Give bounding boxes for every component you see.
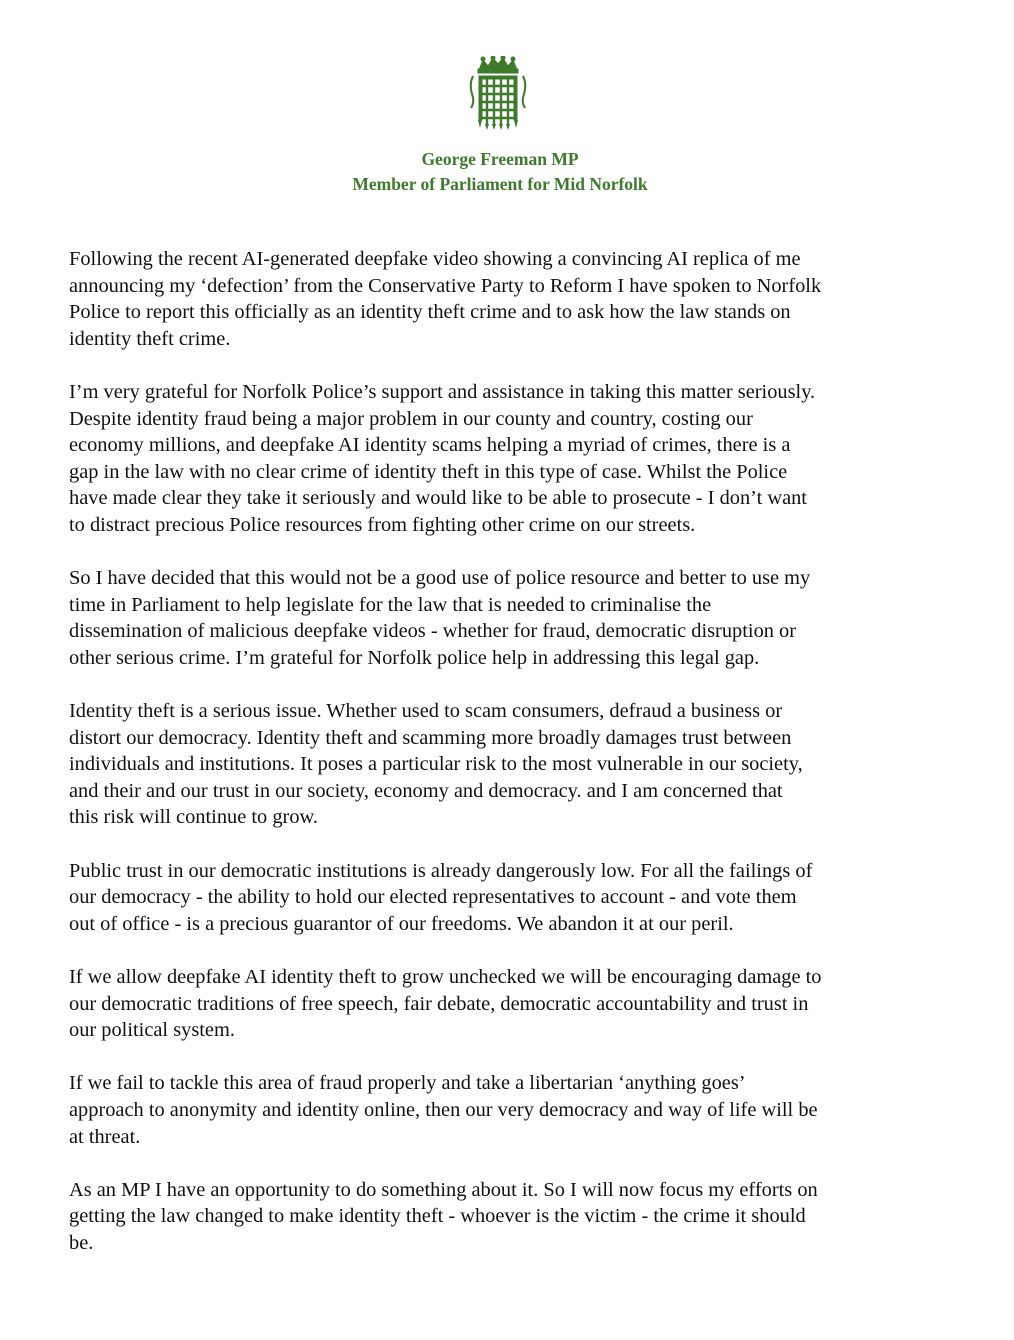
portcullis-icon [465, 56, 531, 130]
paragraph: If we allow deepfake AI identity theft to grow unchecked we will be encouraging damage to our democratic traditions of free speech, fair debate, democratic accountability and trust in our political system. [69, 966, 822, 1042]
paragraph: I’m very grateful for Norfolk Police’s support and assistance in taking this matter seriously. Despite identity fraud being a major problem in our county and country, costing our economy millions, and deepfake AI identity scams helping a myriad of crimes, there is a gap in the law with no clear crime of identity theft in this type of case. Whilst the Police have made clear they take it seriously and would like to be able to prosecute - I don’t want to distract precious Police resources from fighting other crime on our streets. [69, 380, 816, 536]
paragraph: As an MP I have an opportunity to do something about it. So I will now focus my efforts on getting the law changed to make identity theft - whoever is the victim - the crime it should be. [69, 1178, 818, 1254]
mp-name: George Freeman MP [421, 149, 579, 169]
paragraph: Public trust in our democratic institutions is already dangerously low. For all the failings of our democracy - the ability to hold our elected representatives to account - and vote them out of office - is a precious guarantor of our freedoms. We abandon it at our peril. [69, 859, 813, 935]
paragraph: Following the recent AI-generated deepfake video showing a convincing AI replica of me announcing my ‘defection’ from the Conservative Party to Reform I have spoken to Norfolk Police to report this officially as an identity theft crime and to ask how the law stands on identity theft crime. [69, 248, 822, 350]
paragraph: If we fail to tackle this area of fraud properly and take a libertarian ‘anything goes’ approach to anonymity and identity online, then our very democracy and way of life will be at threat. [69, 1072, 818, 1148]
paragraph: So I have decided that this would not be a good use of police resource and better to use my time in Parliament to help legislate for the law that is needed to criminalise the dissemination of malicious deepfake videos - whether for fraud, democratic disruption or other serious crime. I’m grateful for Norfolk police help in addressing this legal gap. [69, 567, 811, 669]
paragraph: Identity theft is a serious issue. Whether used to scam consumers, defraud a business or distort our democracy. Identity theft and scamming more broadly damages trust between individuals and institutions. It poses a particular risk to the most vulnerable in our society, and their and our trust in our society, economy and democracy. and I am concerned that this risk will continue to grow. [69, 700, 803, 829]
letterhead [0, 147, 1000, 197]
letter-body [69, 246, 949, 1283]
mp-constituency: Member of Parliament for Mid Norfolk [352, 174, 648, 194]
